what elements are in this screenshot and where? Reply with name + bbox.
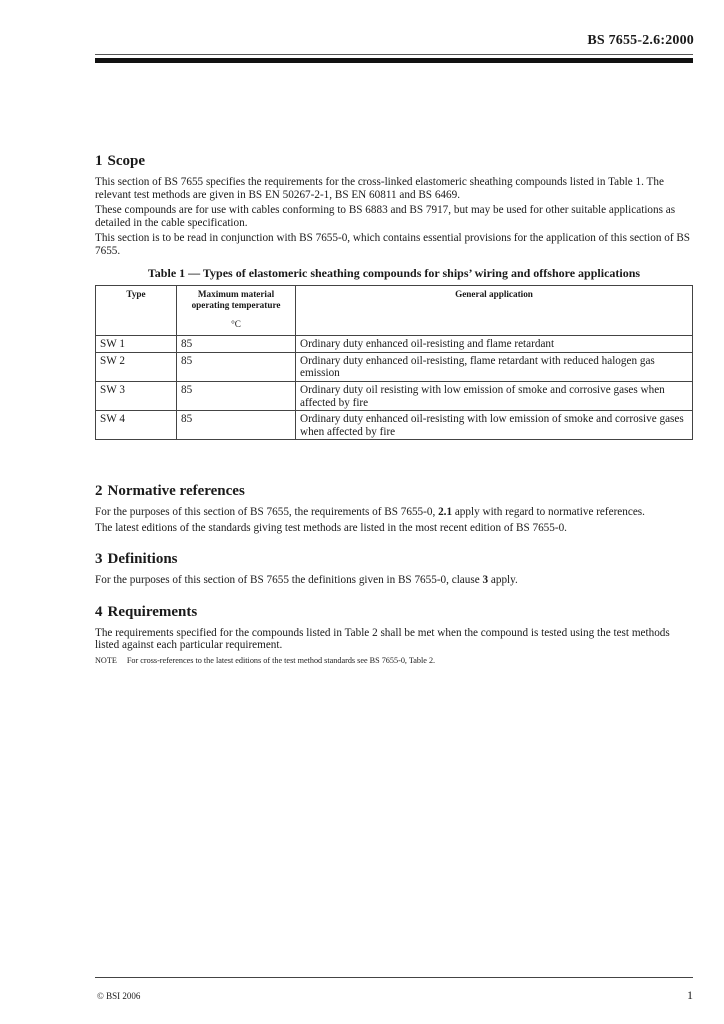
section-heading <box>95 603 693 621</box>
copyright: © BSI 2006 <box>97 991 141 1001</box>
header-thin-rule <box>95 54 693 55</box>
cell-temperature: 85 <box>177 336 296 353</box>
text-run: apply with regard to normative references. <box>452 506 645 519</box>
temperature-unit: °C <box>231 319 241 330</box>
section-heading <box>95 152 693 170</box>
requirements-paragraph: The requirements specified for the compounds listed in Table 2 shall be met when the compound is tested using the test methods listed against each particular requirement. <box>95 626 670 652</box>
document-number: BS 7655-2.6:2000 <box>587 33 694 48</box>
normative-paragraph: The latest editions of the standards giving test methods are listed in the most recent edition of BS 7655-0. <box>95 521 567 534</box>
section-title: Scope <box>107 153 145 169</box>
section-number: 2 <box>95 483 103 500</box>
section-definitions <box>95 550 693 587</box>
cell-application: Ordinary duty enhanced oil-resisting, flame retardant with reduced halogen gas emission <box>296 352 693 381</box>
column-header-temperature <box>177 286 296 336</box>
section-title: Normative references <box>107 483 245 500</box>
column-header-application: General application <box>296 286 693 336</box>
cell-type: SW 2 <box>96 352 177 381</box>
table-row <box>96 352 693 381</box>
cell-application: Ordinary duty oil resisting with low emission of smoke and corrosive gases when affected by fire <box>296 381 693 410</box>
table-header-row <box>96 286 693 336</box>
cell-application: Ordinary duty enhanced oil-resisting with low emission of smoke and corrosive gases when affected by fire <box>296 411 693 440</box>
table-row <box>96 381 693 410</box>
cell-temperature: 85 <box>177 352 296 381</box>
note <box>95 655 693 666</box>
temperature-header-label: Maximum material operating temperature <box>191 289 281 311</box>
table-row <box>96 411 693 440</box>
cell-temperature: 85 <box>177 381 296 410</box>
page-number: 1 <box>687 988 693 1002</box>
table-caption: Table 1 — Types of elastomeric sheathing compounds for ships’ wiring and offshore applications <box>147 266 641 281</box>
section-heading <box>95 550 693 568</box>
cell-temperature: 85 <box>177 411 296 440</box>
section-number: 3 <box>95 551 103 568</box>
definitions-paragraph <box>95 574 693 587</box>
note-text: For cross-references to the latest editions of the test method standards see BS 7655-0, Table 2. <box>126 656 436 666</box>
scope-paragraph: This section of BS 7655 specifies the requirements for the cross-linked elastomeric sheathing compounds listed in Table 1. The relevant test methods are given in BS EN 50267-2-1, BS EN 60811 and BS 6469. <box>95 176 664 201</box>
scope-paragraph: This section is to be read in conjunction with BS 7655-0, which contains essential provisions for the application of this section of BS 7655. <box>95 231 691 257</box>
section-number: 1 <box>95 153 103 169</box>
page-content <box>95 152 693 666</box>
text-run: apply. <box>488 574 518 587</box>
normative-paragraph <box>95 506 693 519</box>
cell-type: SW 1 <box>96 336 177 353</box>
cell-type: SW 3 <box>96 381 177 410</box>
footer-rule <box>95 977 693 978</box>
cell-application: Ordinary duty enhanced oil-resisting and flame retardant <box>296 336 693 353</box>
header-thick-rule <box>95 58 693 63</box>
section-normative-references <box>95 482 693 534</box>
section-heading <box>95 482 693 500</box>
clause-reference: 2.1 <box>438 506 453 519</box>
scope-paragraph: These compounds are for use with cables conforming to BS 6883 and BS 7917, but may be used for other suitable applications as detailed in the cable specification. <box>95 203 676 229</box>
section-requirements <box>95 603 693 666</box>
section-title: Definitions <box>107 551 178 568</box>
column-header-type: Type <box>96 286 177 336</box>
text-run: For the purposes of this section of BS 7655 the definitions given in BS 7655-0, clause <box>95 574 483 587</box>
note-label: NOTE <box>95 656 117 666</box>
compound-types-table <box>95 285 693 440</box>
section-number: 4 <box>95 603 103 620</box>
section-scope <box>95 152 693 440</box>
cell-type: SW 4 <box>96 411 177 440</box>
clause-reference: 3 <box>482 574 489 587</box>
table-row <box>96 336 693 353</box>
section-title: Requirements <box>107 603 198 620</box>
text-run: For the purposes of this section of BS 7655, the requirements of BS 7655-0, <box>95 506 439 519</box>
